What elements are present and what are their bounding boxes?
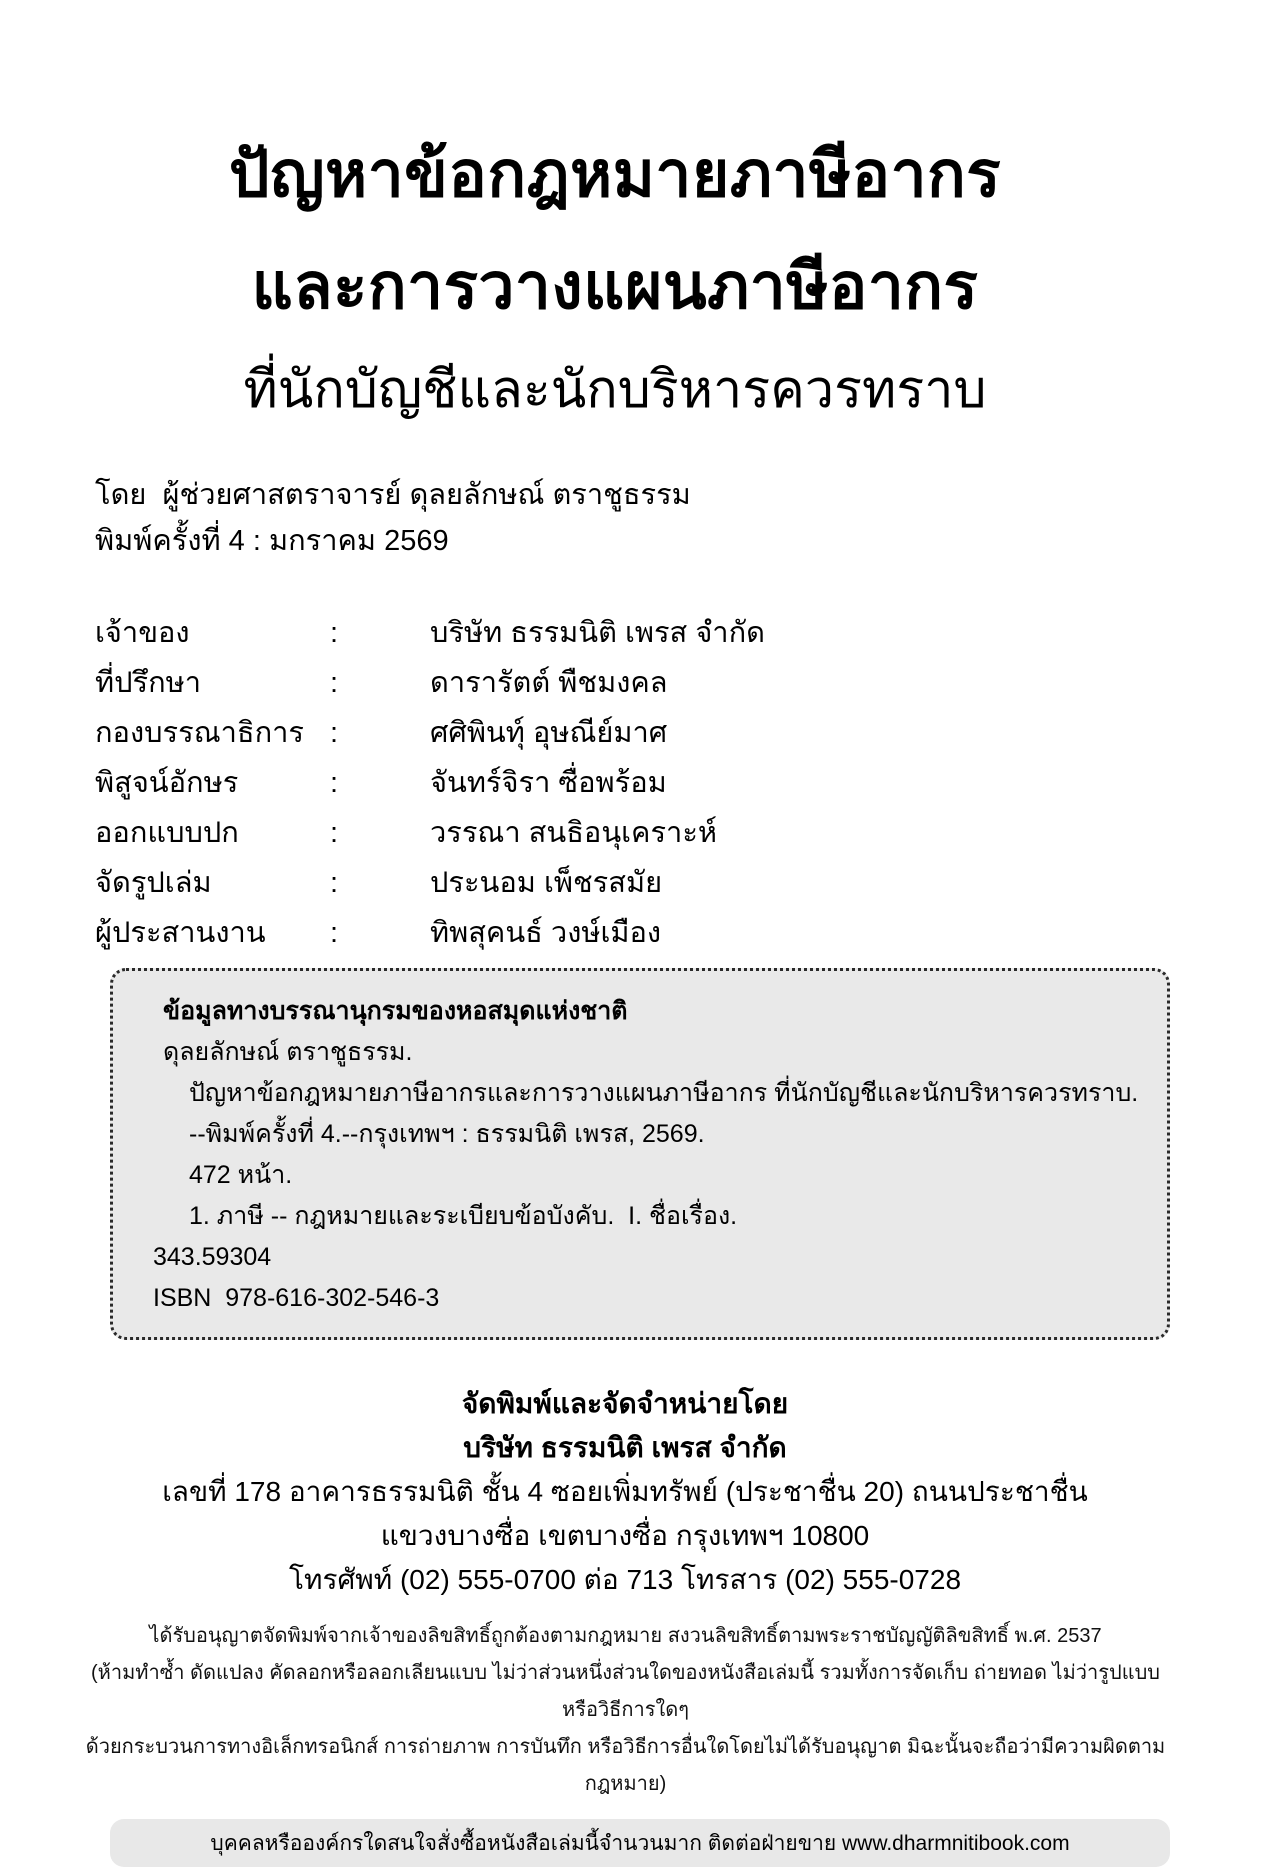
credit-colon: :	[330, 817, 339, 849]
credit-colon: :	[330, 717, 339, 749]
credit-row-coordinator	[95, 908, 1184, 958]
credit-label: ออกแบบปก	[95, 817, 239, 849]
bulk-order-footer-bar	[110, 1819, 1170, 1867]
credit-value: ศศิพินทุ์ อุษณีย์มาศ	[430, 717, 668, 749]
credit-row-proofreader	[95, 758, 1184, 808]
book-title-block	[95, 118, 1135, 438]
ddc-number: 343.59304	[153, 1243, 272, 1271]
credit-colon: :	[330, 667, 339, 699]
publisher-heading: จัดพิมพ์และจัดจำหน่ายโดย	[461, 1388, 789, 1419]
credit-label: จัดรูปเล่ม	[95, 867, 212, 899]
credit-row-cover-design	[95, 808, 1184, 858]
credit-value: ประนอม เพ็ชรสมัย	[430, 867, 663, 899]
cataloging-author-line: ดุลยลักษณ์ ตราชูธรรม.	[163, 1038, 413, 1066]
cataloging-box	[110, 968, 1170, 1340]
credit-label: พิสูจน์อักษร	[95, 767, 239, 799]
copyright-line-2: (ห้ามทำซ้ำ ดัดแปลง คัดลอกหรือลอกเลียนแบบ ไม่ว่าส่วนหนึ่งส่วนใดของหนังสือเล่มนี้ รวมทั้งการจัดเก็บ ถ่ายทอด ไม่ว่ารูปแบบหรือวิธีการใดๆ	[91, 1662, 1160, 1721]
book-title-line-2: และการวางแผนภาษีอากร	[251, 250, 979, 322]
credit-label: ที่ปรึกษา	[95, 667, 202, 699]
credit-row-layout	[95, 858, 1184, 908]
credit-colon: :	[330, 767, 339, 799]
cataloging-title-line: ปัญหาข้อกฎหมายภาษีอากรและการวางแผนภาษีอากร ที่นักบัญชีและนักบริหารควรทราบ.	[189, 1079, 1139, 1107]
copyright-line-1: ได้รับอนุญาตจัดพิมพ์จากเจ้าของลิขสิทธิ์ถูกต้องตามกฎหมาย สงวนลิขสิทธิ์ตามพระราชบัญญัติลิขสิทธิ์ พ.ศ. 2537	[149, 1625, 1102, 1647]
publisher-company: บริษัท ธรรมนิติ เพรส จำกัด	[463, 1432, 787, 1463]
byline-block	[95, 472, 1184, 564]
credit-value: บริษัท ธรรมนิติ เพรส จำกัด	[430, 617, 765, 649]
credit-colon: :	[330, 917, 339, 949]
author-line: โดย ผู้ช่วยศาสตราจารย์ ดุลยลักษณ์ ตราชูธรรม	[95, 479, 691, 511]
credit-label: กองบรรณาธิการ	[95, 717, 305, 749]
credits-list	[95, 608, 1184, 958]
publisher-address-line-2: แขวงบางซื่อ เขตบางซื่อ กรุงเทพฯ 10800	[380, 1520, 870, 1551]
credit-label: ผู้ประสานงาน	[95, 917, 266, 949]
credit-colon: :	[330, 617, 339, 649]
credit-row-advisor	[95, 658, 1184, 708]
cataloging-subject-line: 1. ภาษี -- กฎหมายและระเบียบข้อบังคับ. I. ชื่อเรื่อง.	[189, 1202, 738, 1230]
cataloging-header: ข้อมูลทางบรรณานุกรมของหอสมุดแห่งชาติ	[163, 997, 628, 1025]
isbn-line: ISBN 978-616-302-546-3	[153, 1284, 440, 1312]
credit-value: จันทร์จิรา ซื่อพร้อม	[430, 767, 667, 799]
book-subtitle: ที่นักบัญชีและนักบริหารควรทราบ	[243, 361, 987, 419]
credit-value: วรรณา สนธิอนุเคราะห์	[430, 817, 718, 849]
publisher-address-line-1: เลขที่ 178 อาคารธรรมนิติ ชั้น 4 ซอยเพิ่มทรัพย์ (ประชาชื่น 20) ถนนประชาชื่น	[162, 1476, 1088, 1507]
bulk-order-text: บุคคลหรือองค์กรใดสนใจสั่งซื้อหนังสือเล่มนี้จำนวนมาก ติดต่อฝ่ายขาย www.dharmnitibook.com	[210, 1831, 1070, 1855]
credit-label: เจ้าของ	[95, 617, 190, 649]
publisher-phone-line: โทรศัพท์ (02) 555-0700 ต่อ 713 โทรสาร (02) 555-0728	[288, 1564, 962, 1595]
credit-colon: :	[330, 867, 339, 899]
cataloging-edition-line: --พิมพ์ครั้งที่ 4.--กรุงเทพฯ : ธรรมนิติ เพรส, 2569.	[189, 1120, 705, 1148]
credit-row-editorial	[95, 708, 1184, 758]
book-title-line-1: ปัญหาข้อกฎหมายภาษีอากร	[228, 138, 1002, 210]
credit-value: ดารารัตต์ พืชมงคล	[430, 667, 668, 699]
credit-value: ทิพสุคนธ์ วงษ์เมือง	[430, 917, 662, 949]
cataloging-pages-line: 472 หน้า.	[189, 1161, 293, 1189]
credit-row-owner	[95, 608, 1184, 658]
edition-line: พิมพ์ครั้งที่ 4 : มกราคม 2569	[95, 525, 449, 557]
copyright-notice	[81, 1618, 1170, 1803]
publisher-block	[95, 1382, 1155, 1602]
copyright-line-3: ด้วยกระบวนการทางอิเล็กทรอนิกส์ การถ่ายภาพ การบันทึก หรือวิธีการอื่นใดโดยไม่ได้รับอนุญาต มิฉะนั้นจะถือว่ามีความผิดตามกฎหมาย)	[85, 1736, 1166, 1795]
